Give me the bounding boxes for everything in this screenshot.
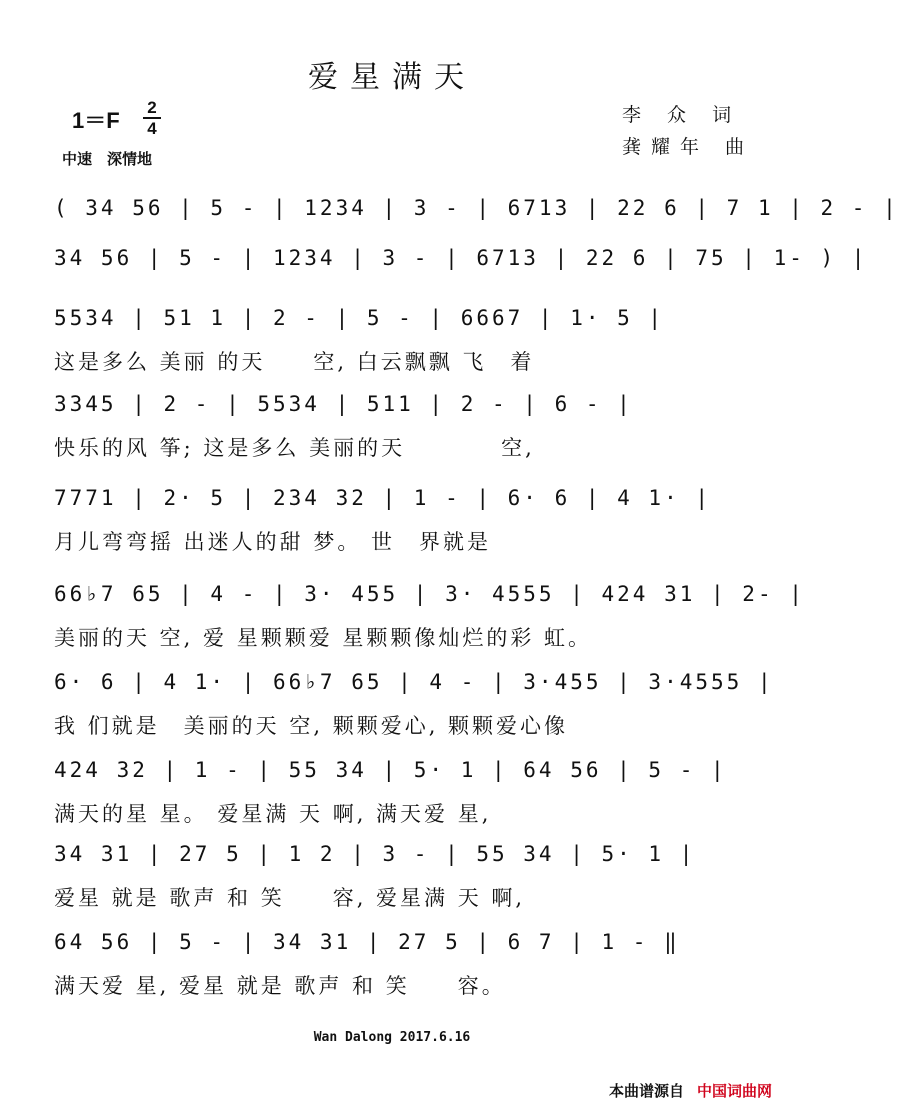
notation-row: 66♭7 65 | 4 - | 3· 455 | 3· 4555 | 424 31 | 2- | (54, 582, 805, 606)
lyricist-credit: 李 众 词 (622, 104, 742, 126)
notation-row: 7771 | 2· 5 | 234 32 | 1 - | 6· 6 | 4 1· | (54, 486, 712, 510)
notation-row: 3345 | 2 - | 5534 | 511 | 2 - | 6 - | (54, 392, 633, 416)
composer-credit: 龚耀年 曲 (622, 136, 755, 158)
lyrics-row: 满天的星 星。 爱星满 天 啊, 满天爱 星, (54, 802, 492, 826)
time-signature-top: 2 (147, 98, 157, 117)
time-signature (143, 98, 161, 138)
page-title: 爱星满天 (308, 60, 476, 95)
notation-row: 5534 | 51 1 | 2 - | 5 - | 6667 | 1· 5 | (54, 306, 665, 330)
notation-row: 424 32 | 1 - | 55 34 | 5· 1 | 64 56 | 5 - | (54, 758, 727, 782)
source-label: 本曲谱源自 (608, 1082, 684, 1100)
time-signature-bottom: 4 (143, 117, 161, 138)
signature-date: Wan Dalong 2017.6.16 (313, 1030, 471, 1045)
lyrics-row: 美丽的天 空, 爱 星颗颗爱 星颗颗像灿烂的彩 虹。 (54, 626, 593, 650)
source-site-link[interactable]: 中国词曲网 (696, 1082, 772, 1100)
notation-row: 6· 6 | 4 1· | 66♭7 65 | 4 - | 3·455 | 3·4555 | (54, 670, 774, 694)
lyrics-row: 快乐的风 筝; 这是多么 美丽的天 空, (54, 436, 535, 460)
tempo-marking: 中速 深情地 (62, 150, 153, 168)
notation-row: ( 34 56 | 5 - | 1234 | 3 - | 6713 | 22 6 | 7 1 | 2 - | (54, 196, 899, 220)
notation-row: 34 56 | 5 - | 1234 | 3 - | 6713 | 22 6 | 75 | 1- ) | (54, 246, 868, 270)
lyrics-row: 我 们就是 美丽的天 空, 颗颗爱心, 颗颗爱心像 (54, 714, 569, 738)
lyrics-row: 这是多么 美丽 的天 空, 白云飘飘 飞 着 (54, 350, 535, 374)
key-signature: 1＝F (72, 108, 120, 133)
lyrics-row: 爱星 就是 歌声 和 笑 容, 爱星满 天 啊, (54, 886, 526, 910)
notation-row: 34 31 | 27 5 | 1 2 | 3 - | 55 34 | 5· 1 | (54, 842, 696, 866)
lyrics-row: 满天爱 星, 爱星 就是 歌声 和 笑 容。 (54, 974, 506, 998)
lyrics-row: 月儿弯弯摇 出迷人的甜 梦。 世 界就是 (54, 530, 492, 554)
notation-row: 64 56 | 5 - | 34 31 | 27 5 | 6 7 | 1 - ‖ (54, 930, 680, 954)
